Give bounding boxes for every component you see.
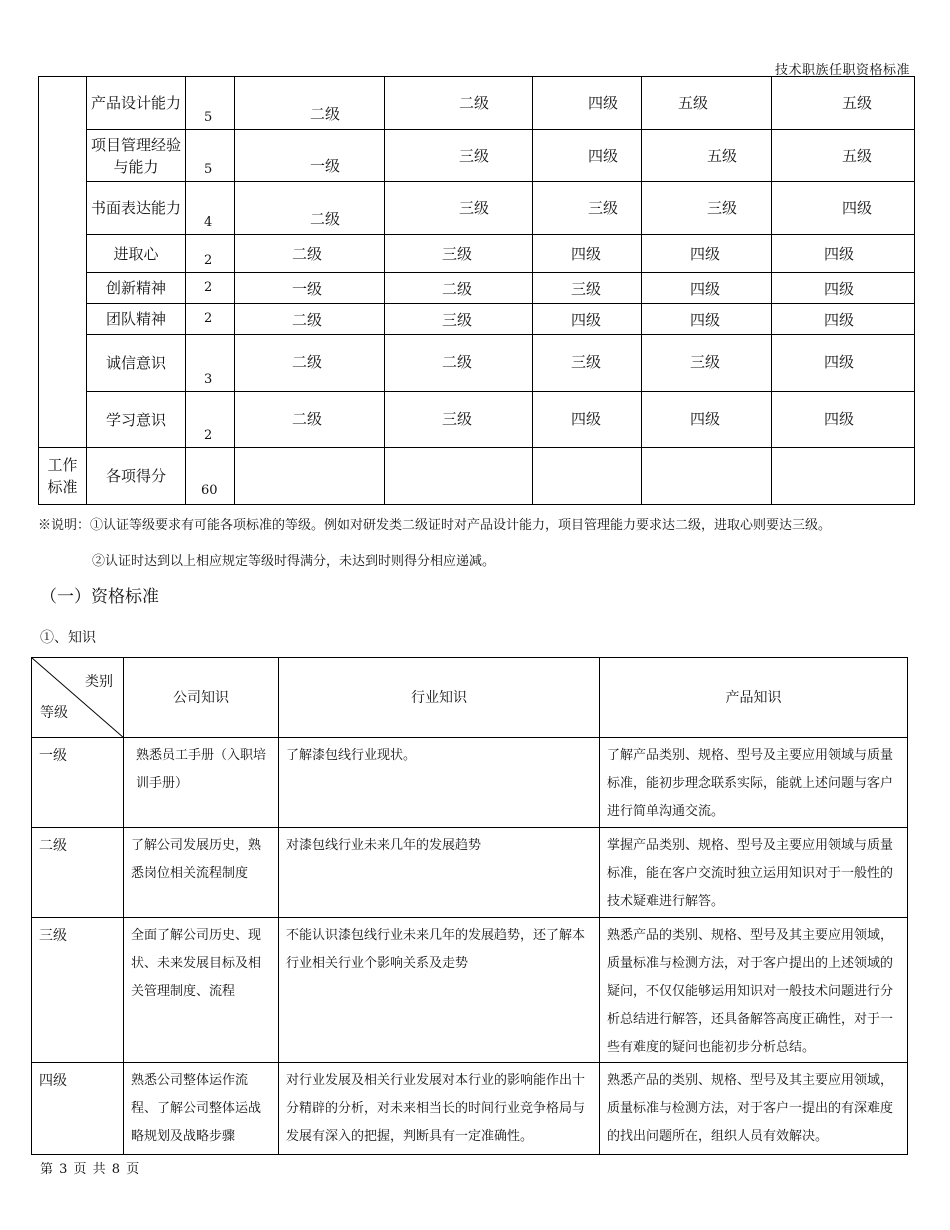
level-value: 三级 bbox=[442, 245, 473, 263]
level-value: 二级 bbox=[310, 210, 341, 228]
weight-value: 2 bbox=[204, 280, 213, 295]
level-cell: 二级 bbox=[32, 828, 124, 918]
level-cell: 一级 bbox=[32, 738, 124, 828]
company-knowledge-cell: 了解公司发展历史，熟悉岗位相关流程制度 bbox=[124, 828, 279, 918]
table-row bbox=[39, 273, 915, 304]
column-header: 公司知识 bbox=[124, 658, 279, 738]
industry-knowledge-cell: 不能认识漆包线行业未来几年的发展趋势，还了解本行业相关行业个影响关系及走势 bbox=[279, 918, 600, 1063]
level-value: 四级 bbox=[571, 410, 602, 428]
level-value: 三级 bbox=[571, 280, 602, 298]
empty-cell bbox=[642, 448, 772, 505]
level-value: 四级 bbox=[588, 94, 619, 112]
industry-knowledge-cell: 对漆包线行业未来几年的发展趋势 bbox=[279, 828, 600, 918]
level-value: 五级 bbox=[842, 94, 873, 112]
competency-name: 团队精神 bbox=[87, 304, 186, 335]
competency-name: 创新精神 bbox=[87, 273, 186, 304]
industry-knowledge-cell: 对行业发展及相关行业发展对本行业的影响能作出十分精辟的分析，对未来相当长的时间行业竞争格局与发展有深入的把握，判断具有一定准确性。 bbox=[279, 1063, 600, 1155]
product-knowledge-cell: 熟悉产品的类别、规格、型号及其主要应用领域，质量标准与检测方法，对于客户一提出的有深难度的找出问题所在，组织人员有效解决。 bbox=[600, 1063, 908, 1155]
product-knowledge-cell: 熟悉产品的类别、规格、型号及其主要应用领域，质量标准与检测方法，对于客户提出的上述领域的疑问，不仅仅能够运用知识对一般技术问题进行分析总结进行解答，还具备解答高度正确性，对于一些有难度的疑问也能初步分析总结。 bbox=[600, 918, 908, 1063]
section-title: （一）资格标准 bbox=[40, 587, 159, 607]
competency-name: 项目管理经验与能力 bbox=[87, 130, 186, 182]
level-value: 三级 bbox=[588, 199, 619, 217]
weight-value: 2 bbox=[204, 428, 213, 443]
level-value: 三级 bbox=[459, 147, 490, 165]
table-row bbox=[32, 918, 908, 1063]
subsection-title: ①、知识 bbox=[40, 630, 96, 646]
level-value: 二级 bbox=[292, 311, 323, 329]
table-header-row bbox=[32, 658, 908, 738]
page-number: 第 3 页 共 8 页 bbox=[40, 1162, 141, 1177]
table-row bbox=[32, 1063, 908, 1155]
level-value: 四级 bbox=[824, 245, 855, 263]
table-row bbox=[39, 130, 915, 182]
level-value: 二级 bbox=[442, 280, 473, 298]
level-value: 二级 bbox=[292, 353, 323, 371]
company-knowledge-cell: 熟悉员工手册（入职培训手册） bbox=[124, 738, 279, 828]
competency-name: 学习意识 bbox=[87, 392, 186, 448]
table-row bbox=[32, 828, 908, 918]
weight-value: 5 bbox=[204, 162, 213, 177]
level-value: 四级 bbox=[571, 311, 602, 329]
level-value: 三级 bbox=[571, 353, 602, 371]
level-value: 四级 bbox=[588, 147, 619, 165]
level-value: 一级 bbox=[310, 157, 341, 175]
level-value: 四级 bbox=[824, 410, 855, 428]
level-value: 二级 bbox=[310, 105, 341, 123]
diagonal-header-cell bbox=[32, 658, 124, 738]
level-cell: 四级 bbox=[32, 1063, 124, 1155]
level-value: 四级 bbox=[690, 245, 721, 263]
column-header: 行业知识 bbox=[279, 658, 600, 738]
empty-cell bbox=[533, 448, 642, 505]
document-header-title: 技术职族任职资格标准 bbox=[774, 63, 910, 78]
empty-cell bbox=[772, 448, 915, 505]
level-value: 四级 bbox=[571, 245, 602, 263]
empty-cell bbox=[385, 448, 533, 505]
table-row bbox=[39, 448, 915, 505]
level-label: 等级 bbox=[40, 705, 68, 721]
category-label: 类别 bbox=[85, 674, 113, 690]
level-value: 四级 bbox=[824, 280, 855, 298]
level-value: 四级 bbox=[690, 280, 721, 298]
competency-name: 进取心 bbox=[87, 235, 186, 273]
weight-value: 2 bbox=[204, 311, 213, 326]
column-header: 产品知识 bbox=[600, 658, 908, 738]
level-value: 三级 bbox=[707, 199, 738, 217]
weight-value: 3 bbox=[204, 372, 213, 387]
table-row bbox=[39, 77, 915, 130]
competency-name: 诚信意识 bbox=[87, 335, 186, 392]
level-value: 四级 bbox=[824, 353, 855, 371]
level-value: 四级 bbox=[690, 311, 721, 329]
table-row bbox=[39, 335, 915, 392]
level-value: 三级 bbox=[459, 199, 490, 217]
level-cell: 三级 bbox=[32, 918, 124, 1063]
weight-value: 2 bbox=[204, 253, 213, 268]
level-value: 二级 bbox=[442, 353, 473, 371]
level-value: 三级 bbox=[690, 353, 721, 371]
competency-name: 书面表达能力 bbox=[87, 182, 186, 235]
company-knowledge-cell: 全面了解公司历史、现状、未来发展目标及相关管理制度、流程 bbox=[124, 918, 279, 1063]
note-line-1: ※说明：①认证等级要求有可能各项标准的等级。例如对研发类二级证时对产品设计能力，项目管理能力要求达二级，进取心则要达三级。 bbox=[38, 518, 832, 533]
note-line-2: ②认证时达到以上相应规定等级时得满分，未达到时则得分相应递减。 bbox=[92, 554, 496, 569]
level-value: 三级 bbox=[442, 410, 473, 428]
level-value: 一级 bbox=[292, 280, 323, 298]
product-knowledge-cell: 掌握产品类别、规格、型号及主要应用领域与质量标准，能在客户交流时独立运用知识对于一般性的技术疑难进行解答。 bbox=[600, 828, 908, 918]
level-value: 五级 bbox=[842, 147, 873, 165]
level-value: 四级 bbox=[690, 410, 721, 428]
table-row bbox=[39, 392, 915, 448]
level-value: 二级 bbox=[292, 410, 323, 428]
level-value: 二级 bbox=[292, 245, 323, 263]
level-value: 五级 bbox=[678, 94, 709, 112]
level-value: 四级 bbox=[824, 311, 855, 329]
level-value: 五级 bbox=[707, 147, 738, 165]
level-value: 二级 bbox=[459, 94, 490, 112]
total-weight-value: 60 bbox=[201, 483, 218, 498]
weight-value: 4 bbox=[204, 215, 213, 230]
company-knowledge-cell: 熟悉公司整体运作流程、了解公司整体运战略规划及战略步骤 bbox=[124, 1063, 279, 1155]
score-label: 各项得分 bbox=[87, 448, 186, 505]
table-row bbox=[39, 182, 915, 235]
competency-name: 产品设计能力 bbox=[87, 77, 186, 130]
table-row bbox=[39, 235, 915, 273]
competency-level-table bbox=[38, 76, 915, 505]
level-value: 三级 bbox=[442, 311, 473, 329]
table-row bbox=[39, 304, 915, 335]
industry-knowledge-cell: 了解漆包线行业现状。 bbox=[279, 738, 600, 828]
group-label: 工作标准 bbox=[39, 448, 87, 505]
group-cell-empty bbox=[39, 77, 87, 448]
level-value: 四级 bbox=[842, 199, 873, 217]
empty-cell bbox=[235, 448, 385, 505]
product-knowledge-cell: 了解产品类别、规格、型号及主要应用领域与质量标准，能初步理念联系实际，能就上述问题与客户进行简单沟通交流。 bbox=[600, 738, 908, 828]
weight-value: 5 bbox=[204, 110, 213, 125]
table-row bbox=[32, 738, 908, 828]
knowledge-standard-table bbox=[31, 657, 908, 1155]
